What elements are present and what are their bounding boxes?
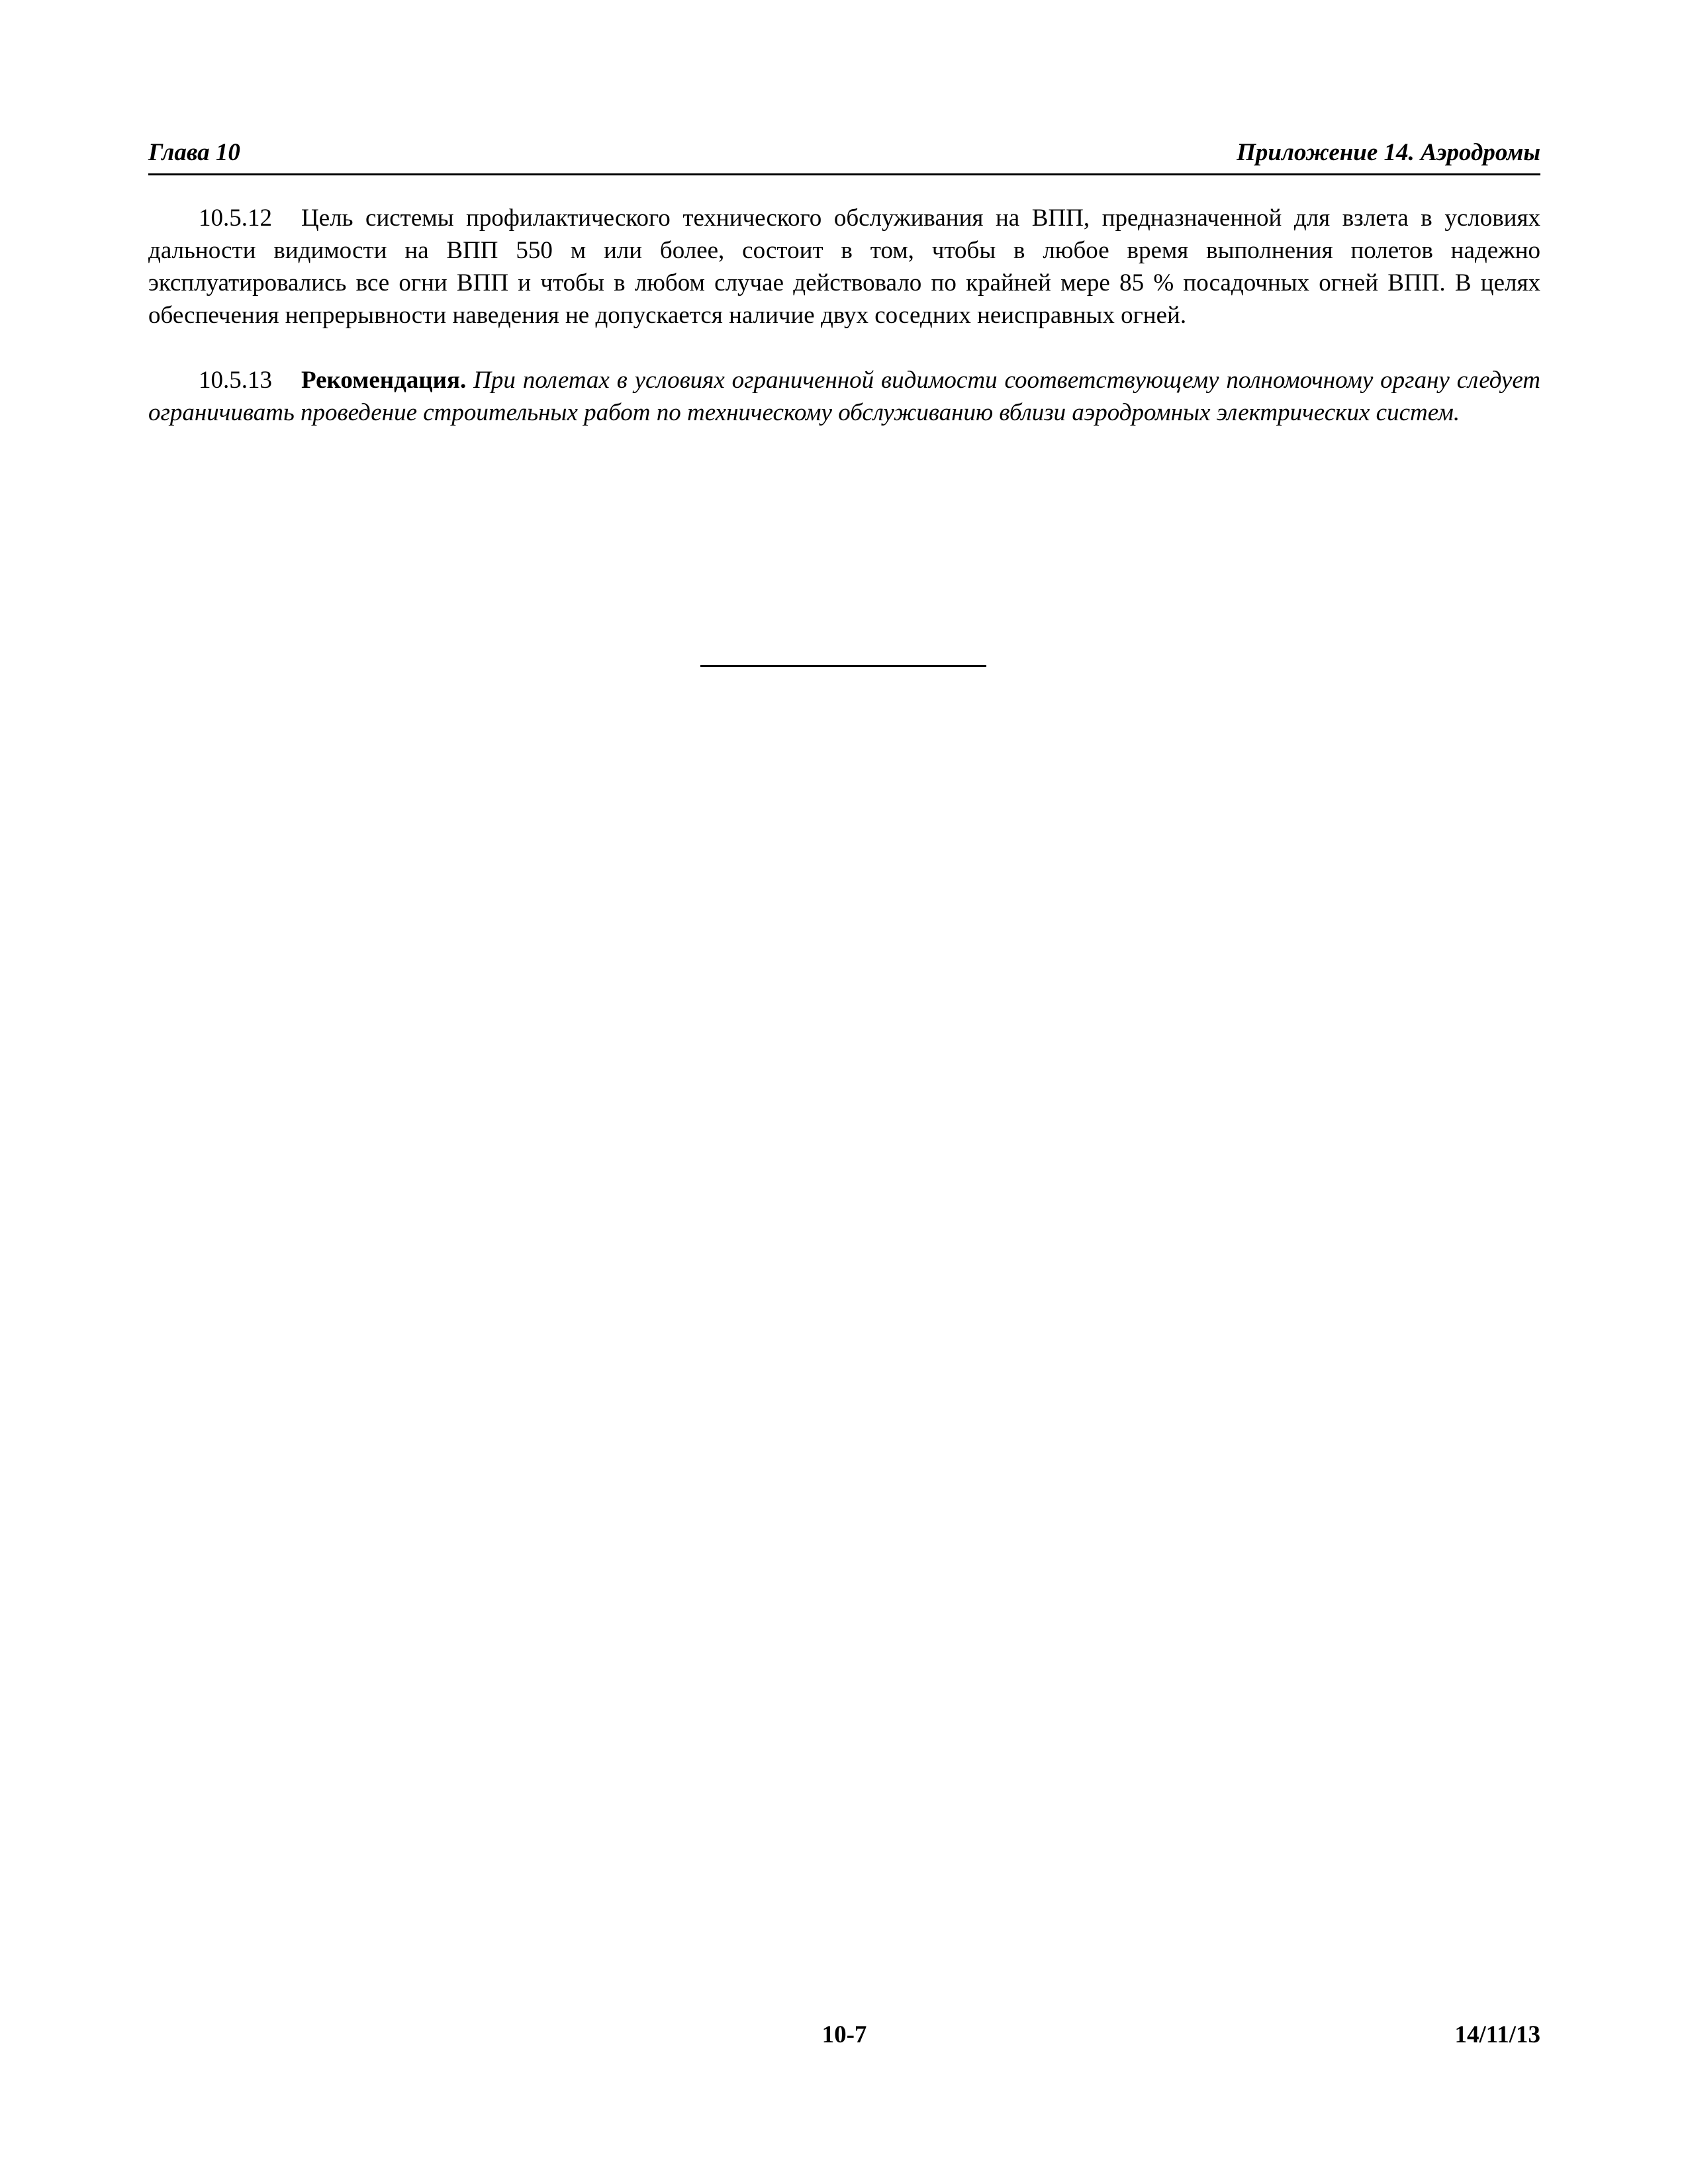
- annex-title: Приложение 14. Аэродромы: [1237, 139, 1540, 166]
- recommendation-label: Рекомендация.: [301, 367, 467, 394]
- document-body: [148, 202, 1540, 461]
- paragraph-10-5-12: [148, 202, 1540, 332]
- paragraph-text: Цель системы профилактического технического обслуживания на ВПП, предназначенной для взлета в условиях дальности видимости на ВПП 550 м или более, состоит в том, чтобы в любое время выполнения полетов надежно эксплуатировались все огни ВПП и чтобы в любом случае действовало по крайней мере 85 % посадочных огней ВПП. В целях обеспечения непрерывности наведения не допускается наличие двух соседних неисправных огней.: [148, 205, 1540, 329]
- paragraph-10-5-13: [148, 364, 1540, 429]
- chapter-title: Глава 10: [148, 139, 240, 166]
- end-of-chapter-rule: [700, 665, 986, 667]
- paragraph-number: 10.5.13: [199, 367, 272, 394]
- paragraph-number: 10.5.12: [199, 205, 272, 232]
- page-footer: [148, 2019, 1540, 2052]
- edition-date: 14/11/13: [1454, 2021, 1540, 2048]
- page-number: 10-7: [821, 2021, 867, 2048]
- paragraph-text: При полетах в условиях ограниченной видимости соответствующему полномочному органу следует ограничивать проведение строительных работ по техническому обслуживанию вблизи аэродромных электрических систем.: [148, 367, 1541, 426]
- page-header: [148, 132, 1540, 175]
